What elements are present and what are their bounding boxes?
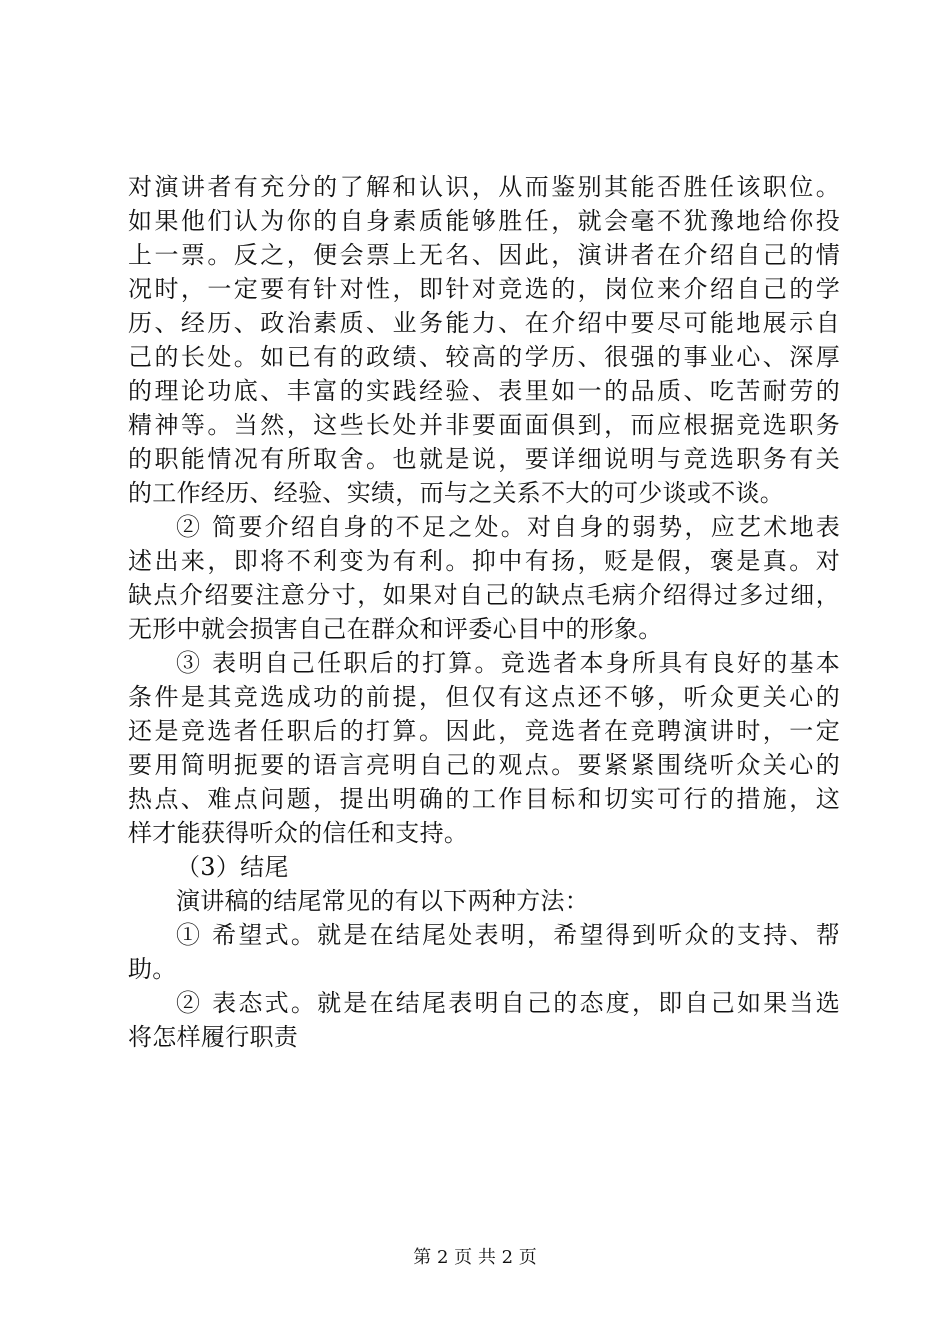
text-line: 的职能情况有所取舍。也就是说，要详细说明与竞选职务有关 (128, 445, 840, 473)
text-line: 的理论功底、丰富的实践经验、表里如一的品质、吃苦耐劳的 (128, 377, 840, 405)
text-line: 己的长处。如已有的政绩、较高的学历、很强的事业心、深厚 (128, 343, 840, 371)
text-line: 的工作经历、经验、实绩，而与之关系不大的可少谈或不谈。 (128, 479, 785, 507)
text-line: 还是竞选者任职后的打算。因此，竞选者在竞聘演讲时，一定 (128, 717, 840, 745)
section-heading: （3）结尾 (176, 853, 289, 881)
text-line: 热点、难点问题，提出明确的工作目标和切实可行的措施，这 (128, 785, 840, 813)
text-line: 上一票。反之，便会票上无名、因此，演讲者在介绍自己的情 (128, 241, 840, 269)
text-line: 条件是其竞选成功的前提，但仅有这点还不够，听众更关心的 (128, 683, 840, 711)
text-line: 对演讲者有充分的了解和认识，从而鉴别其能否胜任该职位。 (128, 173, 840, 201)
text-line: 样才能获得听众的信任和支持。 (128, 819, 469, 847)
text-line: 况时，一定要有针对性，即针对竞选的，岗位来介绍自己的学 (128, 275, 840, 303)
page-footer: 第 2 页 共 2 页 (413, 1247, 537, 1268)
text-line: 要用简明扼要的语言亮明自己的观点。要紧紧围绕听众关心的 (128, 751, 840, 779)
text-line: 如果他们认为你的自身素质能够胜任，就会毫不犹豫地给你投 (128, 207, 840, 235)
paragraph-start-line: ② 表态式。就是在结尾表明自己的态度，即自己如果当选 (176, 989, 840, 1017)
text-line: 缺点介绍要注意分寸，如果对自己的缺点毛病介绍得过多过细， (128, 581, 840, 609)
text-line: 精神等。当然，这些长处并非要面面俱到，而应根据竞选职务 (128, 411, 840, 439)
text-line: 助。 (128, 955, 177, 983)
text-line: 历、经历、政治素质、业务能力、在介绍中要尽可能地展示自 (128, 309, 840, 337)
paragraph-start-line: ③ 表明自己任职后的打算。竞选者本身所具有良好的基本 (176, 649, 840, 677)
paragraph-start-line: ② 简要介绍自身的不足之处。对自身的弱势，应艺术地表 (176, 513, 840, 541)
text-line: 述出来，即将不利变为有利。抑中有扬，贬是假，褒是真。对 (128, 547, 840, 575)
paragraph-start-line: 演讲稿的结尾常见的有以下两种方法： (176, 887, 590, 915)
paragraph-start-line: ① 希望式。就是在结尾处表明，希望得到听众的支持、帮 (176, 921, 840, 949)
document-body (128, 170, 840, 1054)
text-line: 将怎样履行职责 (128, 1023, 299, 1051)
text-line: 无形中就会损害自己在群众和评委心目中的形象。 (128, 615, 663, 643)
